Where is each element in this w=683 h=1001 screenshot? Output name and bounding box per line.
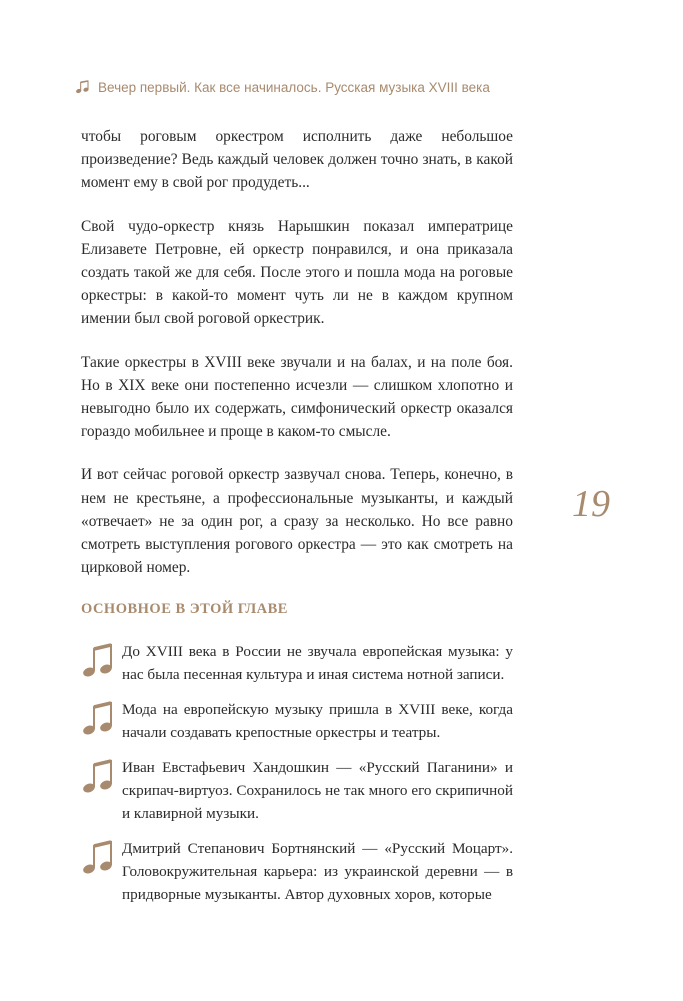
summary-item-text: Дмитрий Степанович Бортнянский — «Русский Моцарт». Головокружительная карьера: из украинской деревни — в придворные музыканты. Автор духовных хоров, которые: [122, 840, 513, 903]
paragraph: Такие оркестры в XVIII веке звучали и на балах, и на поле боя. Но в XIX веке они постепенно исчезли — слишком хлопотно и невыгодно было их содержать, симфонический оркестр оказался гораздо мобильнее и проще в каком-то смысле.: [81, 353, 513, 441]
summary-title: ОСНОВНОЕ В ЭТОЙ ГЛАВЕ: [81, 601, 288, 617]
summary-item-text: До XVIII века в России не звучала европейская музыка: у нас была песенная культура и иная система нотной записи.: [122, 643, 513, 683]
paragraph: чтобы роговым оркестром исполнить даже небольшое произведение? Ведь каждый человек должен точно знать, в какой момент ему в свой рог продудеть...: [81, 128, 513, 192]
music-note-icon: [81, 840, 113, 876]
summary-item-text: Мода на европейскую музыку пришла в XVIII веке, когда начали создавать крепостные оркестры и театры.: [122, 701, 513, 741]
body-text: [81, 125, 513, 599]
list-item: [81, 756, 513, 825]
list-item: [81, 837, 513, 906]
list-item: [81, 640, 513, 686]
paragraph: И вот сейчас роговой оркестр зазвучал снова. Теперь, конечно, в нем не крестьяне, а профессиональные музыканты, и каждый «отвечает» не за один рог, а сразу за несколько. Но все равно смотреть выступления рогового оркестра — это как смотреть на цирковой номер.: [81, 466, 513, 577]
summary-list: [81, 640, 513, 918]
running-header: [74, 79, 490, 95]
list-item: [81, 698, 513, 744]
summary-item-text: Иван Евстафьевич Хандошкин — «Русский Паганини» и скрипач-виртуоз. Сохранилось не так много его скрипичной и клавирной музыки.: [122, 759, 513, 822]
paragraph: Свой чудо-оркестр князь Нарышкин показал императрице Елизавете Петровне, ей оркестр понравился, и она приказала создать такой же для себя. После этого и пошла мода на роговые оркестры: в какой-то момент чуть ли не в каждом крупном имении был свой роговой оркестрик.: [81, 217, 513, 328]
music-note-icon: [81, 701, 113, 737]
music-note-icon: [81, 759, 113, 795]
music-note-icon: [74, 79, 90, 95]
page-number: 19: [572, 483, 610, 525]
running-title: Вечер первый. Как все начиналось. Русская музыка XVIII века: [98, 79, 490, 95]
music-note-icon: [81, 643, 113, 679]
